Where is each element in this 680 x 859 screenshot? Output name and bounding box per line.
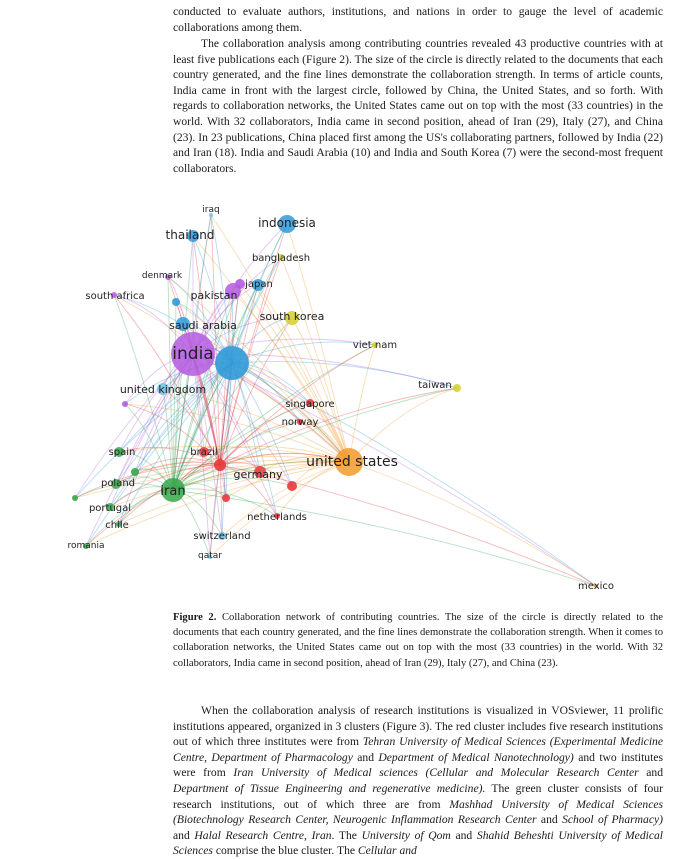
- country-node: [287, 481, 297, 491]
- country-label-qatar: qatar: [198, 551, 222, 561]
- text-run: Shahid Beheshti University of Medical Sciences: [173, 828, 664, 858]
- collaboration-link: [349, 462, 596, 586]
- country-label-south-africa: south africa: [85, 291, 145, 302]
- country-label-indonesia: indonesia: [258, 216, 316, 230]
- text-run: Iran University of Medical sciences (Cellular and Molecular Research Center: [233, 766, 639, 780]
- country-node: [131, 468, 139, 476]
- country-label-mexico: mexico: [577, 581, 615, 592]
- text-run: . The: [331, 828, 362, 842]
- text-run: The collaboration analysis among contributing countries revealed 43 productive countries with at least five publications each (Figure 2). The size of the circle is directly related to the documents that each country generated, and the fine lines demonstrate the collaboration strength. In terms of article counts, India came in front with the largest circle, followed by China, the United States, and so forth. With regards to collaboration networks, the United States came out on top with the most (33 countries) in the world. With 32 collaborators, India came in second position, ahead of Iran (29), Italy (27), and China (23). In 23 publications, China placed first among the US's collaborating partners, followed by India (22) and Iran (18). India and Saudi Arabia (10) and India and South Korea (7) were the second-most frequent collaborators.: [173, 37, 663, 175]
- country-label-south-korea: south korea: [259, 310, 325, 323]
- country-label-germany: germany: [233, 468, 283, 481]
- country-node: [122, 401, 128, 407]
- collaboration-link: [349, 388, 457, 462]
- caption-text: Collaboration network of contributing countries. The size of the circle is directly related to the documents that each country generated, and the fine lines demonstrate the collaboration strength. When it comes to collaboration networks, the United States came out on top with the most (33 countries) in the world. With 32 collaborators, India came in second position, ahead of Iran (29), Italy (27), and China (23).: [173, 612, 663, 669]
- text-run: and two institutes were from: [173, 750, 663, 780]
- country-label-united-kingdom: united kingdom: [119, 383, 207, 396]
- body-paragraph-countries: [173, 36, 663, 176]
- country-label-switzerland: switzerland: [193, 531, 251, 542]
- text-run: Mashhad University of Medical Sciences (Biotechnology Research Center, Neurogenic Inflammation Research Center: [173, 797, 663, 827]
- text-run: Department of Tissue Engineering and regenerative medicine).: [173, 781, 486, 795]
- text-run: University of Qom: [361, 828, 451, 842]
- figure-caption: [173, 610, 663, 671]
- text-run: The green cluster consists of four research institutions, out of which three are from: [173, 781, 664, 811]
- country-label-poland: poland: [100, 478, 136, 489]
- text-run: Halal Research Centre, Iran: [194, 828, 332, 842]
- country-label-portugal: portugal: [88, 503, 132, 514]
- text-run: conducted to evaluate authors, institutions, and nations in order to gauge the level of academic collaborations among them.: [173, 5, 663, 34]
- country-label-denmark: denmark: [141, 271, 183, 281]
- text-run: and: [352, 750, 379, 764]
- network-labels: [67, 205, 614, 592]
- country-label-singapore: singapore: [285, 399, 335, 410]
- country-label-japan: japan: [245, 279, 273, 290]
- text-run: Tehran University of Medical Sciences (Experimental Medicine Centre, Department of Pharmacology: [173, 735, 663, 764]
- country-label-spain: spain: [108, 447, 136, 458]
- text-run: and: [536, 813, 563, 827]
- text-run: Cellular and: [357, 844, 417, 858]
- country-node: [72, 495, 78, 501]
- country-label-thailand: thailand: [165, 228, 215, 242]
- country-label-iraq: iraq: [202, 205, 220, 215]
- country-label-viet-nam: viet nam: [352, 340, 398, 351]
- body-paragraph-intro: [173, 4, 663, 35]
- country-label-netherlands: netherlands: [247, 512, 307, 523]
- country-label-taiwan: taiwan: [418, 380, 452, 391]
- text-run: When the collaboration analysis of research institutions is visualized in VOSviewer, 11 prolific institutions appeared, organized in 3 clusters (Figure 3). The red cluster includes five research institutions out of which three institutes were from: [173, 704, 663, 749]
- country-label-norway: norway: [281, 417, 319, 428]
- country-node: [215, 346, 249, 380]
- country-label-iran: iran: [160, 484, 186, 499]
- text-run: School of Pharmacy): [562, 813, 663, 827]
- country-label-brazil: brazil: [190, 447, 218, 458]
- country-node: [172, 298, 180, 306]
- collaboration-network-figure: [0, 196, 680, 596]
- body-paragraph-institutions: [173, 703, 663, 859]
- country-label-chile: chile: [105, 520, 129, 531]
- country-node: [214, 459, 226, 471]
- country-node: [222, 494, 230, 502]
- country-label-united-states: united states: [306, 454, 398, 470]
- country-label-saudi-arabia: saudi arabia: [169, 319, 237, 332]
- text-run: comprise the blue cluster. The: [212, 844, 358, 858]
- caption-label: Figure 2.: [173, 612, 217, 623]
- text-run: and: [450, 828, 477, 842]
- text-run: and: [173, 828, 195, 842]
- text-run: and: [638, 766, 664, 780]
- country-label-bangladesh: bangladesh: [251, 253, 311, 264]
- country-label-india: india: [172, 344, 214, 364]
- country-node-taiwan: [453, 384, 461, 392]
- country-label-pakistan: pakistan: [190, 289, 238, 302]
- country-label-romania: romania: [67, 541, 105, 551]
- collaboration-link: [349, 345, 375, 462]
- collaboration-link: [220, 465, 596, 586]
- text-run: Department of Medical Nanotechnology): [378, 750, 574, 764]
